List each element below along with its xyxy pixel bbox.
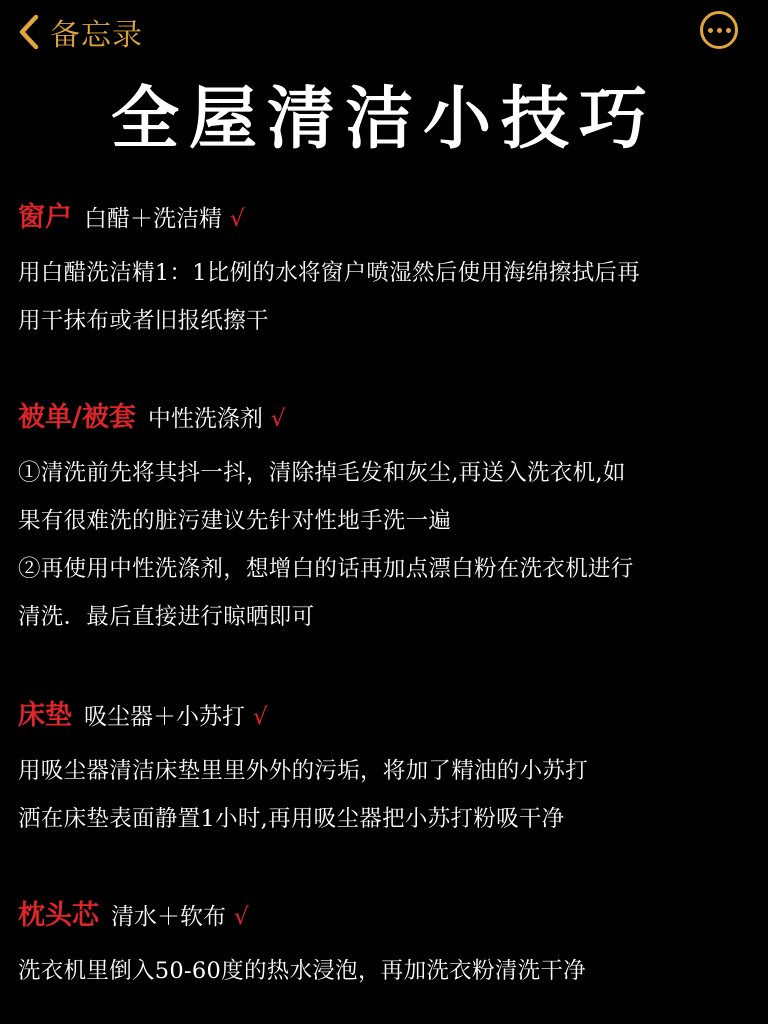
check-mark-icon: √ [253, 704, 268, 730]
section-text-line: 果有很难洗的脏污建议先针对性地手洗一遍 [18, 508, 452, 534]
section-heading [18, 200, 758, 237]
section-method: 清水＋软布 [111, 904, 226, 930]
section-body [18, 249, 758, 345]
back-button[interactable] [18, 12, 143, 52]
section-heading [18, 898, 758, 935]
section-text-line: 洗衣机里倒入50-60度的热水浸泡，再加洗衣粉清洗干净 [18, 958, 586, 984]
section-name: 床垫 [18, 700, 72, 731]
section-heading [18, 400, 758, 437]
section-text-line: 清洗．最后直接进行晾晒即可 [18, 604, 315, 630]
section-pillow [18, 898, 758, 995]
section-name: 被单/被套 [18, 402, 136, 433]
section-text-line: 用白醋洗洁精1：1比例的水将窗户喷湿然后使用海绵擦拭后再 [18, 260, 641, 286]
section-text-line: 洒在床垫表面静置1小时,再用吸尘器把小苏打粉吸干净 [18, 806, 565, 832]
section-name: 枕头芯 [18, 900, 99, 931]
section-windows [18, 200, 758, 345]
section-method: 中性洗涤剂 [147, 406, 263, 432]
more-dot-icon [726, 28, 731, 33]
section-text-line: ②再使用中性洗涤剂，想增白的话再加点漂白粉在洗衣机进行 [18, 556, 634, 582]
section-body [18, 947, 758, 995]
more-dot-icon [717, 28, 722, 33]
page-title: 全屋清洁小技巧 [110, 80, 657, 159]
section-bedding [18, 400, 758, 641]
section-heading [18, 698, 758, 735]
check-mark-icon: √ [230, 206, 245, 232]
section-text-line: 用干抹布或者旧报纸擦干 [18, 308, 269, 334]
check-mark-icon: √ [234, 904, 249, 930]
section-text-line: ①清洗前先将其抖一抖，清除掉毛发和灰尘,再送入洗衣机,如 [18, 460, 626, 486]
section-body [18, 747, 758, 843]
section-text-line: 用吸尘器清洁床垫里里外外的污垢，将加了精油的小苏打 [18, 758, 589, 784]
check-mark-icon: √ [270, 406, 286, 432]
chevron-left-icon [18, 14, 40, 50]
section-method: 吸尘器＋小苏打 [84, 704, 245, 730]
more-options-button[interactable] [700, 11, 738, 49]
section-name: 窗户 [18, 202, 72, 233]
navigation-bar [0, 0, 768, 64]
section-mattress [18, 698, 758, 843]
more-dot-icon [708, 28, 713, 33]
section-body [18, 449, 758, 641]
back-label: 备忘录 [50, 18, 143, 53]
section-method: 白醋＋洗洁精 [84, 206, 222, 232]
